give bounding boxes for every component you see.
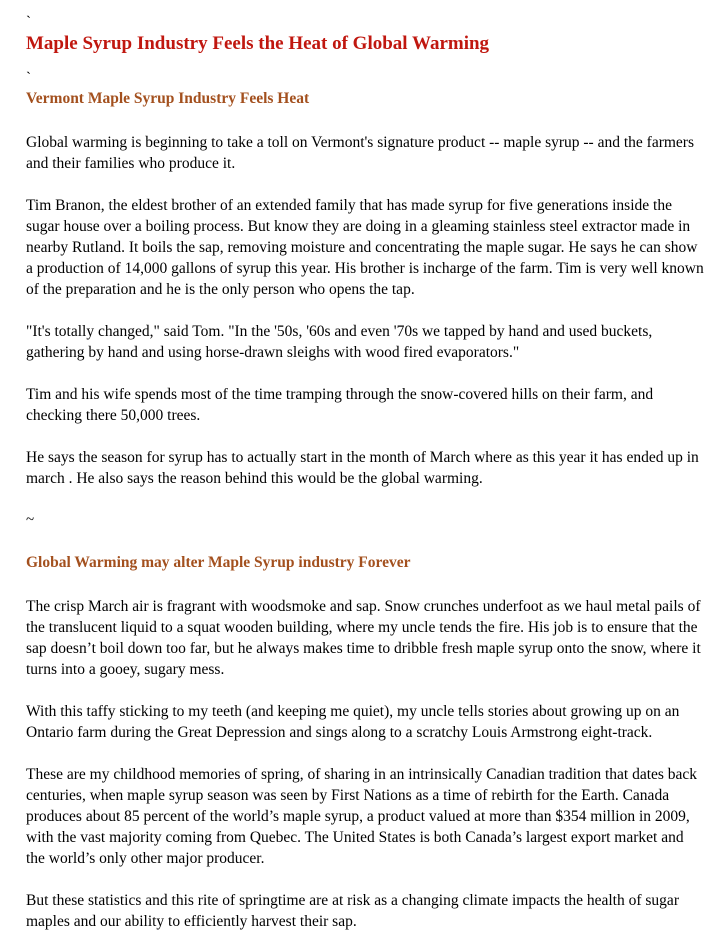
paragraph: The crisp March air is fragrant with woodsmoke and sap. Snow crunches underfoot as we haul metal pails of the translucent liquid to a squat wooden building, where my uncle tends the fire. His job is to ensure that the sap doesn’t boil down too far, but he always makes time to dribble fresh maple syrup onto the snow, where it turns into a gooey, sugary mess. [26, 598, 701, 678]
paragraph: But these statistics and this rite of springtime are at risk as a changing climate impacts the health of sugar maples and our ability to efficiently harvest their sap. [26, 892, 679, 930]
article-title: Maple Syrup Industry Feels the Heat of Global Warming [26, 33, 490, 54]
paragraph: Global warming is beginning to take a toll on Vermont's signature product -- maple syrup -- and the farmers and their families who produce it. [26, 134, 694, 172]
paragraph: Tim Branon, the eldest brother of an extended family that has made syrup for five generations inside the sugar house over a boiling process. But know they are doing in a gleaming stainless steel extractor made in nearby Rutland. It boils the sap, removing moisture and concentrating the maple sugar. He says he can show a production of 14,000 gallons of syrup this year. His brother is incharge of the farm. Tim is very well known of the preparation and he is the only person who opens the tap. [26, 197, 704, 298]
paragraph: He says the season for syrup has to actually start in the month of March where as this year it has ended up in march . He also says the reason behind this would be the global warming. [26, 449, 699, 487]
paragraph: With this taffy sticking to my teeth (and keeping me quiet), my uncle tells stories about growing up on an Ontario farm during the Great Depression and sings along to a scratchy Louis Armstrong eight-track. [26, 703, 680, 741]
tilde-separator: ~ [26, 512, 35, 528]
paragraph: "It's totally changed," said Tom. "In the '50s, '60s and even '70s we tapped by hand and used buckets, gathering by hand and using horse-drawn sleighs with wood fired evaporators." [26, 323, 653, 361]
paragraph: Tim and his wife spends most of the time tramping through the snow-covered hills on their farm, and checking there 50,000 trees. [26, 386, 654, 424]
paragraph: These are my childhood memories of spring, of sharing in an intrinsically Canadian tradition that dates back centuries, when maple syrup season was seen by First Nations as a time of rebirth for the Earth. Canada produces about 85 percent of the world’s maple syrup, a product valued at more than $354 million in 2009, with the vast majority coming from Quebec. The United States is both Canada’s largest export market and the world’s only other major producer. [26, 766, 698, 867]
section-heading-global-warming: Global Warming may alter Maple Syrup industry Forever [26, 554, 411, 571]
mid-backtick-mark: ` [26, 70, 31, 86]
top-backtick-mark: ` [26, 14, 31, 30]
section-heading-vermont: Vermont Maple Syrup Industry Feels Heat [26, 90, 310, 107]
